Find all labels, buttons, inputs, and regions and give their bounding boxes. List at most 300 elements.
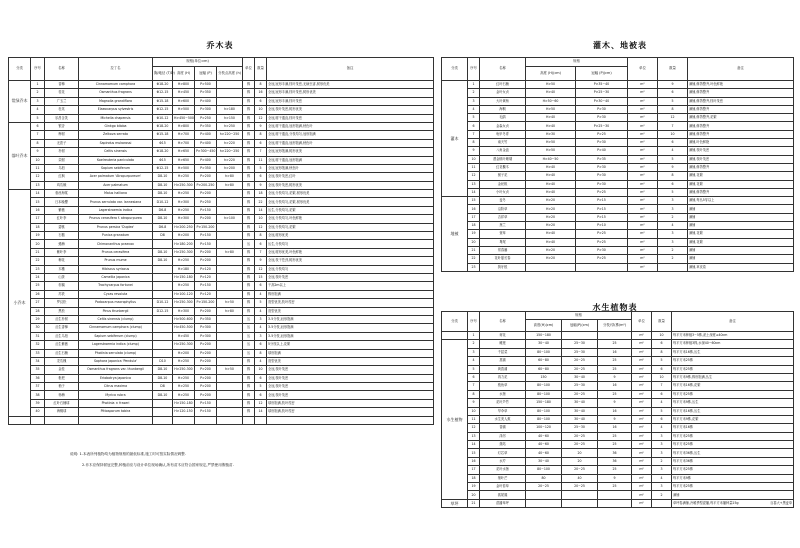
table-cell: 全冠,枝叶茂密,树形优美 bbox=[267, 181, 434, 189]
shrubs-header-spec: 规格 bbox=[526, 58, 628, 67]
table-cell: h>150 bbox=[217, 114, 243, 122]
table-cell: H>250-300 bbox=[173, 248, 195, 256]
table-cell: 灯芯草 bbox=[480, 449, 526, 457]
table-cell: P>120 bbox=[195, 290, 217, 298]
table-cell: 每平方米9株 bbox=[672, 474, 794, 482]
table-cell: m² bbox=[632, 474, 652, 482]
table-cell: 10 bbox=[468, 155, 480, 163]
table-cell: m² bbox=[628, 155, 658, 163]
table-cell: 株 bbox=[243, 164, 255, 172]
table-cell: 6 bbox=[652, 390, 672, 398]
table-cell: 2 bbox=[31, 89, 45, 97]
table-cell: 31 bbox=[31, 332, 45, 340]
table-cell: H>650 bbox=[173, 156, 195, 164]
shrubs-header-remark: 备注 bbox=[688, 58, 794, 81]
table-cell: 30~40 bbox=[562, 407, 598, 415]
table-cell: 8 bbox=[658, 172, 688, 180]
table-cell: 丛生乌桕 bbox=[45, 332, 79, 340]
table-cell: 金叶女贞 bbox=[480, 89, 526, 97]
table-cell: H>40 bbox=[526, 89, 576, 97]
table-cell: 40~60 bbox=[526, 441, 562, 449]
table-cell: 棕榈 bbox=[45, 282, 79, 290]
table-row bbox=[442, 466, 794, 474]
table-cell: 6 bbox=[652, 340, 672, 348]
table-cell: P>30 bbox=[576, 246, 628, 254]
table-cell: 碧桃 bbox=[45, 223, 79, 231]
table-cell: Camellia japonica bbox=[79, 273, 153, 281]
table-cell: 80~100 bbox=[526, 407, 562, 415]
table-cell: 龟甲冬青 bbox=[480, 130, 526, 138]
table-cell: Φ15-18 bbox=[153, 131, 173, 139]
table-row bbox=[9, 282, 434, 290]
table-cell: 10 bbox=[255, 215, 267, 223]
table-row bbox=[9, 248, 434, 256]
table-cell: H>500-600 bbox=[173, 315, 195, 323]
table-cell: H>180 bbox=[173, 265, 195, 273]
table-cell bbox=[153, 240, 173, 248]
table-cell: 满铺,修剪整齐,叶色鲜艳 bbox=[688, 81, 794, 89]
trees-table bbox=[8, 57, 434, 425]
table-cell: 20~25 bbox=[562, 483, 598, 491]
table-cell: 满铺 bbox=[688, 255, 794, 263]
table-cell: D8-10 bbox=[153, 190, 173, 198]
table-cell: 山茶 bbox=[45, 273, 79, 281]
table-cell: 满铺 bbox=[688, 222, 794, 230]
table-cell: m² bbox=[628, 147, 658, 155]
table-cell: Podocarpus macrophyllus bbox=[79, 299, 153, 307]
aquatic-table-body bbox=[442, 332, 794, 508]
table-row bbox=[9, 315, 434, 323]
table-cell: m² bbox=[628, 163, 658, 171]
table-row bbox=[9, 349, 434, 357]
table-cell: 39 bbox=[31, 399, 45, 407]
table-cell: 14 bbox=[31, 190, 45, 198]
table-cell: m² bbox=[628, 255, 658, 263]
table-cell: 全冠,分枝均匀,花繁 bbox=[267, 223, 434, 231]
trees-subheader-dbh: 胸/地径 (T/D) bbox=[153, 67, 173, 81]
shrubs-table bbox=[441, 57, 794, 272]
table-cell: 泽泻 bbox=[480, 432, 526, 440]
table-cell: 全冠,树干通直,分枝均匀,冠形饱满 bbox=[267, 131, 434, 139]
table-cell: P>400 bbox=[195, 131, 217, 139]
table-cell: m² bbox=[632, 415, 652, 423]
table-cell: H>500 bbox=[173, 106, 195, 114]
table-cell: P>200 bbox=[195, 349, 217, 357]
table-cell: Pinus thunbergii bbox=[79, 307, 153, 315]
table-cell: 每平方米种植3~5株,泥土深度≥40cm bbox=[672, 332, 794, 340]
table-row bbox=[9, 299, 434, 307]
table-cell: 3 bbox=[255, 332, 267, 340]
table-cell: 7 bbox=[255, 248, 267, 256]
table-cell: 乐昌含笑 bbox=[45, 114, 79, 122]
table-cell: 全冠,冠形丰满,枝叶茂密,无病虫害,树形优美 bbox=[267, 81, 434, 89]
table-row bbox=[9, 122, 434, 130]
table-cell: P>200 bbox=[195, 366, 217, 374]
table-cell: 4 bbox=[658, 147, 688, 155]
table-cell: D6-8 bbox=[153, 223, 173, 231]
table-row bbox=[9, 106, 434, 114]
table-cell: 株 bbox=[243, 290, 255, 298]
table-cell bbox=[217, 315, 243, 323]
table-cell: 8 bbox=[468, 390, 480, 398]
table-cell: P>25~30 bbox=[576, 89, 628, 97]
table-cell: 12 bbox=[468, 172, 480, 180]
table-cell: 每平方米16株,丛生 bbox=[672, 407, 794, 415]
table-cell: H>650 bbox=[173, 148, 195, 156]
table-row bbox=[442, 97, 794, 105]
table-cell: 22 bbox=[255, 198, 267, 206]
table-cell: 8 bbox=[255, 349, 267, 357]
table-cell: 满铺,叶色鲜艳 bbox=[688, 139, 794, 147]
table-row bbox=[442, 407, 794, 415]
table-cell: H>40 bbox=[526, 188, 576, 196]
table-cell: 20~25 bbox=[562, 441, 598, 449]
table-cell: 10 bbox=[31, 156, 45, 164]
table-cell: h>80 bbox=[217, 307, 243, 315]
table-cell: 花叶蔓长春 bbox=[480, 255, 526, 263]
table-row bbox=[442, 382, 794, 390]
table-cell: 30~40 bbox=[562, 399, 598, 407]
table-cell: 全冠,树干通直,冠形饱满 bbox=[267, 156, 434, 164]
table-cell: 株 bbox=[243, 106, 255, 114]
table-cell: 株 bbox=[243, 223, 255, 231]
table-cell: 3 bbox=[658, 197, 688, 205]
table-cell: 水生美人蕉 bbox=[480, 415, 526, 423]
trees-header-latin: 拉丁名 bbox=[79, 58, 153, 81]
table-cell: Prunus persica 'Duplex' bbox=[79, 223, 153, 231]
table-row bbox=[9, 215, 434, 223]
table-cell: 17 bbox=[468, 213, 480, 221]
table-cell: 罗汉松 bbox=[45, 299, 79, 307]
table-cell: 3 bbox=[652, 466, 672, 474]
table-cell: P>35 bbox=[576, 155, 628, 163]
table-cell: Elaeocarpus sylvestris bbox=[79, 106, 153, 114]
table-cell: 株 bbox=[243, 173, 255, 181]
table-cell: 8 bbox=[255, 232, 267, 240]
table-cell: P>30 bbox=[576, 114, 628, 122]
aquatic-header-remark: 备注 bbox=[672, 312, 794, 332]
table-cell: 3 bbox=[658, 205, 688, 213]
table-cell: Lagerstroemia indica bbox=[79, 206, 153, 214]
table-cell bbox=[562, 499, 598, 507]
table-cell: 5 bbox=[31, 114, 45, 122]
table-cell: 13 bbox=[468, 180, 480, 188]
table-cell: 株 bbox=[243, 139, 255, 147]
table-row bbox=[442, 147, 794, 155]
table-cell: 9 bbox=[598, 474, 632, 482]
table-row bbox=[9, 366, 434, 374]
table-cell: 满铺,枝叶茂密 bbox=[688, 155, 794, 163]
table-cell: Φ15-18 bbox=[153, 97, 173, 105]
table-cell: 满铺,修剪整齐 bbox=[688, 122, 794, 130]
table-cell: 15 bbox=[468, 197, 480, 205]
table-cell bbox=[217, 240, 243, 248]
table-cell: 沿阶草 bbox=[480, 205, 526, 213]
table-cell: 150~180 bbox=[526, 332, 562, 340]
table-cell: 28 bbox=[31, 307, 45, 315]
table-cell: H>40 bbox=[526, 180, 576, 188]
table-cell: 6 bbox=[255, 240, 267, 248]
table-cell: P>30 bbox=[576, 163, 628, 171]
table-cell: H>50 bbox=[526, 139, 576, 147]
table-cell bbox=[526, 499, 562, 507]
table-cell: 16 bbox=[598, 382, 632, 390]
table-cell: 20~25 bbox=[562, 390, 598, 398]
table-cell: 5 bbox=[658, 97, 688, 105]
table-row bbox=[9, 357, 434, 365]
trees-header-remark: 备注 bbox=[267, 58, 434, 81]
trees-title: 乔木表 bbox=[206, 41, 234, 50]
table-cell bbox=[153, 324, 173, 332]
table-cell: 21 bbox=[468, 246, 480, 254]
table-cell: 无患子 bbox=[45, 139, 79, 147]
aquatic-header-index: 序号 bbox=[468, 312, 480, 332]
shrubs-title: 灌木、地被表 bbox=[593, 41, 647, 50]
table-cell: m² bbox=[632, 357, 652, 365]
table-cell: 5 bbox=[652, 407, 672, 415]
trees-header-category: 分类 bbox=[9, 58, 31, 81]
table-cell: 14 bbox=[468, 188, 480, 196]
table-cell: 12 bbox=[658, 114, 688, 122]
table-row bbox=[442, 230, 794, 238]
table-cell: 25 bbox=[598, 466, 632, 474]
shrubs-subheader-crown: 冠幅 (P)(cm) bbox=[576, 67, 628, 81]
table-cell: D10-12 bbox=[153, 299, 173, 307]
table-cell: 25 bbox=[31, 282, 45, 290]
table-cell: 株 bbox=[243, 307, 255, 315]
table-cell: 7 bbox=[255, 148, 267, 156]
aquatic-header-spec: 规格 bbox=[526, 312, 632, 320]
table-cell: 垂丝海棠 bbox=[45, 190, 79, 198]
table-cell: 满铺 bbox=[688, 205, 794, 213]
table-cell: h>220~250 bbox=[217, 131, 243, 139]
table-cell: 全冠,树形优美 bbox=[267, 232, 434, 240]
aquatic-header-category: 分类 bbox=[442, 312, 468, 332]
table-cell bbox=[217, 81, 243, 89]
table-cell: P>15 bbox=[576, 213, 628, 221]
table-row-blank bbox=[9, 416, 434, 424]
table-cell: Φ15 bbox=[153, 156, 173, 164]
table-cell: m² bbox=[628, 130, 658, 138]
table-cell: Prunus cerasifera f. atropurpurea bbox=[79, 215, 153, 223]
table-cell bbox=[153, 332, 173, 340]
table-cell: P>150 bbox=[195, 282, 217, 290]
table-row bbox=[442, 432, 794, 440]
group-label: 草坪 bbox=[442, 499, 468, 507]
table-cell: 2 bbox=[658, 246, 688, 254]
table-cell: 16 bbox=[31, 206, 45, 214]
table-cell: P>25 bbox=[576, 130, 628, 138]
table-cell: 4 bbox=[658, 222, 688, 230]
table-cell: H>20 bbox=[526, 222, 576, 230]
table-cell: Ginkgo biloba bbox=[79, 122, 153, 130]
table-cell: 4 bbox=[468, 357, 480, 365]
table-cell: 26 bbox=[31, 290, 45, 298]
table-cell: 杜英 bbox=[45, 106, 79, 114]
table-cell: 枇杷 bbox=[45, 374, 79, 382]
table-row bbox=[442, 491, 794, 499]
table-cell: 株 bbox=[243, 206, 255, 214]
table-cell: m² bbox=[628, 188, 658, 196]
table-cell: m² bbox=[632, 399, 652, 407]
table-cell: m² bbox=[632, 340, 652, 348]
table-cell: 每平方米25株 bbox=[672, 441, 794, 449]
table-cell: H>50 bbox=[526, 147, 576, 155]
table-row bbox=[9, 324, 434, 332]
table-cell: P>350 bbox=[195, 315, 217, 323]
table-cell bbox=[9, 416, 31, 424]
table-cell: 15 bbox=[468, 449, 480, 457]
table-cell: 全冠,分枝均匀,花繁,树形优美 bbox=[267, 190, 434, 198]
table-cell: Prunus serrulata var. lannesiana bbox=[79, 198, 153, 206]
table-cell: 30~40 bbox=[562, 373, 598, 381]
table-cell: 25 bbox=[598, 390, 632, 398]
table-cell bbox=[658, 263, 688, 271]
table-cell: 每平方米16株,丛生 bbox=[672, 348, 794, 356]
table-row bbox=[9, 206, 434, 214]
table-row bbox=[9, 408, 434, 416]
table-row bbox=[442, 499, 794, 507]
table-cell: 株 bbox=[243, 383, 255, 391]
table-cell: 34 bbox=[31, 357, 45, 365]
table-cell: 黄菖蒲 bbox=[480, 365, 526, 373]
table-cell: 全冠,枝叶茂密,树形优美 bbox=[267, 106, 434, 114]
table-cell: 13 bbox=[31, 181, 45, 189]
table-cell: P>150 bbox=[195, 232, 217, 240]
table-cell: 30~40 bbox=[526, 457, 562, 465]
table-cell: 丛 bbox=[243, 315, 255, 323]
table-row bbox=[442, 449, 794, 457]
table-cell: m² bbox=[632, 441, 652, 449]
table-cell: 全冠,枝叶茂密 bbox=[267, 273, 434, 281]
table-cell: Φ12-15 bbox=[153, 89, 173, 97]
table-cell: P>30 bbox=[576, 105, 628, 113]
table-cell: H>250-300 bbox=[173, 299, 195, 307]
shrubs-header-name: 名称 bbox=[480, 58, 526, 81]
table-cell: D12-15 bbox=[153, 307, 173, 315]
table-cell: 35 bbox=[31, 366, 45, 374]
table-cell bbox=[173, 416, 195, 424]
table-cell: 25~30 bbox=[562, 340, 598, 348]
table-cell: h>180 bbox=[217, 106, 243, 114]
table-cell: 花叶水葱 bbox=[480, 466, 526, 474]
table-row bbox=[442, 238, 794, 246]
table-cell: m² bbox=[628, 81, 658, 89]
table-cell: 6 bbox=[468, 122, 480, 130]
table-cell: 38 bbox=[31, 391, 45, 399]
aquatic-table bbox=[441, 311, 794, 508]
table-cell: H>450 bbox=[173, 89, 195, 97]
table-cell: P>30 bbox=[576, 180, 628, 188]
table-cell: H>40~50 bbox=[526, 155, 576, 163]
trees-subheader-branch: 分枝点高度 (h) bbox=[217, 67, 243, 81]
table-row bbox=[442, 114, 794, 122]
table-cell: H>40 bbox=[526, 122, 576, 130]
table-cell: P>200 bbox=[195, 190, 217, 198]
table-cell: 株 bbox=[243, 357, 255, 365]
table-cell: 3 bbox=[468, 97, 480, 105]
table-cell: 每平方米9株,株形饱满,丛生 bbox=[672, 373, 794, 381]
shrubs-header-category: 分类 bbox=[442, 58, 468, 81]
table-cell: P>250 bbox=[195, 198, 217, 206]
table-cell: 丛 bbox=[243, 324, 255, 332]
table-cell: 3-5分枝,冠形饱满 bbox=[267, 315, 434, 323]
table-cell: H>250 bbox=[173, 374, 195, 382]
table-cell: 25 bbox=[598, 441, 632, 449]
table-cell: 9 bbox=[255, 257, 267, 265]
table-cell: 6 bbox=[652, 415, 672, 423]
table-cell: 3 bbox=[652, 432, 672, 440]
table-cell: 木槿 bbox=[45, 265, 79, 273]
table-cell: 株 bbox=[243, 399, 255, 407]
table-cell: 海桐球 bbox=[45, 408, 79, 416]
table-cell: 紫叶李 bbox=[45, 248, 79, 256]
table-cell: 20~25 bbox=[562, 365, 598, 373]
table-cell: 20 bbox=[468, 491, 480, 499]
table-cell bbox=[217, 324, 243, 332]
table-cell bbox=[45, 416, 79, 424]
table-cell: H>250 bbox=[173, 391, 195, 399]
table-cell: 1 bbox=[468, 332, 480, 340]
table-cell: 满铺,修剪整齐 bbox=[688, 89, 794, 97]
table-row bbox=[442, 197, 794, 205]
table-cell bbox=[153, 416, 173, 424]
table-cell: 满铺,修剪整齐,花繁 bbox=[688, 114, 794, 122]
table-row bbox=[9, 181, 434, 189]
table-cell: 14 bbox=[255, 206, 267, 214]
table-cell: H>50 bbox=[526, 105, 576, 113]
table-cell: 毛鹃 bbox=[480, 114, 526, 122]
table-cell: 19 bbox=[31, 232, 45, 240]
table-cell: P>350 bbox=[195, 164, 217, 172]
table-cell: 7 bbox=[658, 122, 688, 130]
table-cell: 混播草坪 bbox=[480, 499, 526, 507]
table-cell: 1 bbox=[468, 81, 480, 89]
aquatic-subheader-height: 高度(H)(cm) bbox=[526, 320, 562, 332]
trees-header-qty: 数量 bbox=[255, 58, 267, 81]
table-cell: H>20 bbox=[526, 255, 576, 263]
table-cell: P>25 bbox=[576, 188, 628, 196]
table-cell: 每平方米25株 bbox=[672, 357, 794, 365]
table-cell: D8-10 bbox=[153, 374, 173, 382]
table-row bbox=[9, 399, 434, 407]
table-row bbox=[442, 415, 794, 423]
table-cell: 8 bbox=[652, 348, 672, 356]
table-cell: 满铺 bbox=[688, 213, 794, 221]
table-cell: D8-10 bbox=[153, 391, 173, 399]
table-cell: m² bbox=[632, 332, 652, 340]
table-cell: 全冠,树干通直,冠形饱满,秋色叶 bbox=[267, 122, 434, 130]
table-cell: 鸢尾 bbox=[480, 238, 526, 246]
table-cell: 石榴 bbox=[45, 232, 79, 240]
table-cell: 鸡爪槭 bbox=[45, 181, 79, 189]
trees-header-spec: 规格(单位:cm) bbox=[153, 58, 243, 67]
table-row bbox=[442, 399, 794, 407]
aquatic-header-name: 名称 bbox=[480, 312, 526, 332]
table-row bbox=[9, 332, 434, 340]
table-cell: P>200 bbox=[195, 383, 217, 391]
table-cell: 6 bbox=[255, 97, 267, 105]
table-cell: H>250 bbox=[173, 257, 195, 265]
table-cell bbox=[217, 357, 243, 365]
table-cell: P>150 bbox=[195, 399, 217, 407]
table-cell: 龙爪槐 bbox=[45, 357, 79, 365]
table-cell: P>30 bbox=[576, 172, 628, 180]
table-cell: P>35~40 bbox=[576, 81, 628, 89]
table-cell: 24 bbox=[31, 273, 45, 281]
table-cell: P>500 bbox=[195, 81, 217, 89]
table-cell: 20~25 bbox=[526, 483, 562, 491]
